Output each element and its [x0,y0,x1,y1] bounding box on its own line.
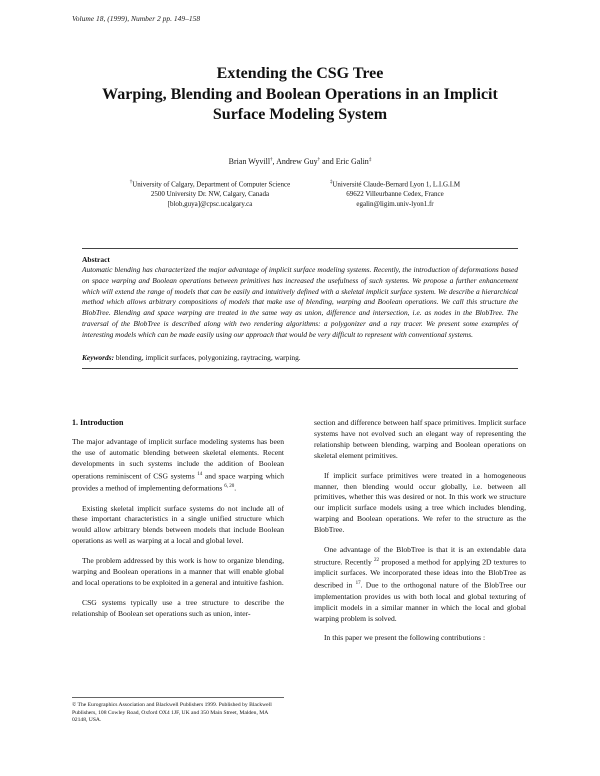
title-line-3: Surface Modeling System [212,106,388,123]
right-paragraph-2: If implicit surface primitives were treated in a homogeneous manner, then blending would occur globally, i.e. between all primitives, whether this was desired or not. In this work we structure our implicit surface models using a tree which includes blending, warping and Boolean operations. We refer to the structure as the BlobTree. [314,470,526,535]
abstract-text: Automatic blending has characterized the major advantage of implicit surface modeling systems. Recently, the introduction of deformations based on space warping and Boolean operations between primitives has increased the usefulness of such systems. We propose a further enhancement which will extend the range of models that can be easily and intuitively defined with a skeletal implicit surface system. We describe a hierarchical method which allows arbitrary compositions of models that make use of blending, warping and Boolean operations. We call this structure the BlobTree. Blending and space warping are treated in the same way as union, difference and intersection, i.e. as nodes in the BlobTree. The traversal of the BlobTree is described along with two rendering algorithms: a polygonizer and a ray tracer. We present some examples of interesting models which can be made easily using our approach that would be very difficult to represent with conventional systems. [82,265,518,339]
author-galin: and Eric Galin [322,157,369,166]
title-line-2: Warping, Blending and Boolean Operations in an Implicit [102,86,498,103]
right-paragraph-1: section and difference between half space primitives. Implicit surface systems have not evolved such an elegant way of representing the relationship between blending, warping and Boolean operations on skeletal element primitives. [314,418,526,460]
author-guy: Andrew Guy [276,157,318,166]
intro-paragraph-2: Existing skeletal implicit surface systems do not include all of these important characteristics in a single unified structure which would allow arbitrary blends between models that include Boolean operations as well as warping at a local and global level. [72,503,284,546]
section-heading-introduction: 1. Introduction [72,418,124,427]
right-column [314,418,526,653]
journal-header: Volume 18, (1999), Number 2 pp. 149–158 [72,14,201,23]
abstract-section [82,248,518,369]
right-paragraph-4: In this paper we present the following contributions : [324,633,486,643]
author-list: Brian Wyvill†, Andrew Guy† and Eric Galin‡ [228,157,372,166]
title-line-1: Extending the CSG Tree [216,65,384,82]
intro-paragraph-3: The problem addressed by this work is how to organize blending, warping and Boolean operations in a manner that will enable global and local operations to be exploited in a general and intuitive fashion. [72,556,284,587]
affiliation-lyon: ‡Université Claude-Bernard Lyon 1, L.I.G.I.M 69622 Villeurbanne Cedex, France egalin@ligim.univ-lyon1.fr [329,180,461,209]
affiliation-calgary: †University of Calgary, Department of Computer Science 2500 University Dr. NW, Calgary, Canada [blob,guya]@cpsc.ucalgary.ca [129,180,291,209]
intro-paragraph-1: The major advantage of implicit surface modeling systems has been the use of automatic blending between skeletal elements. Recent developments in such systems include the addition of Boolean operations reminiscent of CSG systems $^{14}$ and space warping which provides a method of implementing deformations $^{6, 20}$. [72,436,285,493]
abstract-heading: Abstract [82,255,110,264]
intro-paragraph-4: CSG systems typically use a tree structure to describe the relationship of Boolean set operations such as union, inter- [72,597,284,618]
keywords-list: blending, implicit surfaces, polygonizing, raytracing, warping. [115,352,301,362]
right-paragraph-3: One advantage of the BlobTree is that it is an extendable data structure. Recently $^{22}$ proposed a method for applying 2D textures to implicit surfaces. We incorporated these ideas into the BlobTree as described in $^{17}$. Due to the orthogonal nature of the BlobTree our implementation provides us with both local and global texturing of implicit models in a similar manner in which the local and global warping problem is solved. [314,545,527,623]
author-wyvill: Brian Wyvill [228,157,271,166]
copyright-footnote: © The Eurographics Association and Blackwell Publishers 1999. Published by Blackwell Publishers, 108 Cowley Road, Oxford OX4 1JF, UK and 350 Main Street, Malden, MA 02148, USA. [72,697,284,725]
left-column [72,418,284,629]
keywords [82,353,518,362]
keywords-label: Keywords: [82,352,115,362]
